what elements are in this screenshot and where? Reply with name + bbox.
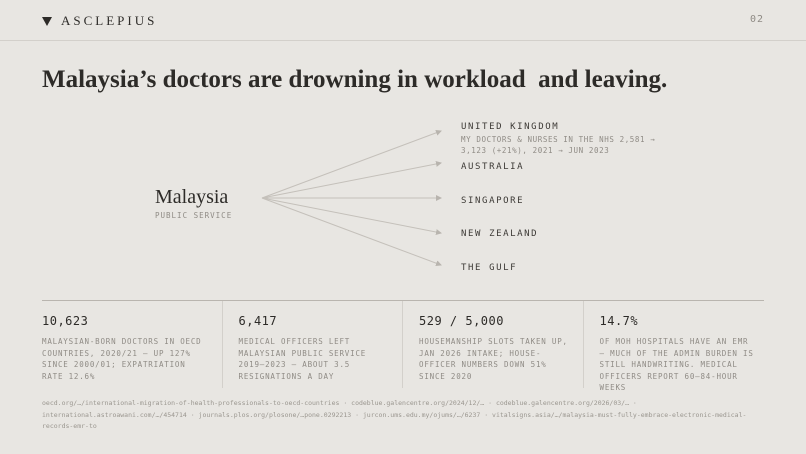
page-title: Malaysia’s doctors are drowning in workload and leaving. xyxy=(42,66,668,93)
arrow-united-kingdom xyxy=(262,131,441,198)
destination-singapore: SINGAPORE xyxy=(461,196,525,206)
stat-value: 14.7% xyxy=(599,314,639,328)
stat-description: HOUSEMANSHIP SLOTS TAKEN UP, JAN 2026 INTAKE; HOUSE-OFFICER NUMBERS DOWN 51% SINCE 2020 xyxy=(419,337,568,381)
stat-oecd-doctors xyxy=(42,301,223,388)
page-number: 02 xyxy=(749,14,764,25)
stat-description: MEDICAL OFFICERS LEFT MALAYSIAN PUBLIC SERVICE 2019–2023 — ABOUT 3.5 RESIGNATIONS A DAY xyxy=(238,337,367,381)
destination-united-kingdom: UNITED KINGDOM xyxy=(461,122,560,132)
origin-subtitle: PUBLIC SERVICE xyxy=(155,211,233,220)
sources-footnote: oecd.org/…/international-migration-of-health-professionals-to-oecd-countries · codeblue.galencentre.org/2024/12/… · codeblue.galencentre.org/2026/03/… · international.astroawani.com/…/454714 · journals.plos.org/plosone/…pone.0292213 · jurcon.ums.edu.my/ojums/…/6237 · vitalsigns.asia/…/malaysia-must-fully-embrace-electronic-medical-records-emr-to xyxy=(42,399,747,430)
arrow-new-zealand xyxy=(262,198,441,233)
arrow-the-gulf xyxy=(262,198,441,265)
stat-value: 10,623 xyxy=(42,314,89,328)
stat-description: MALAYSIAN-BORN DOCTORS IN OECD COUNTRIES, 2020/21 — UP 127% SINCE 2000/01; EXPATRIATION RATE 12.6% xyxy=(42,337,202,381)
stat-housemanship-slots xyxy=(403,301,584,388)
destination-new-zealand: NEW ZEALAND xyxy=(461,229,539,239)
stat-value: 6,417 xyxy=(238,314,278,328)
stat-emr-hospitals xyxy=(584,301,765,392)
arrow-australia xyxy=(262,163,441,198)
destination-united-kingdom-note: MY DOCTORS & NURSES IN THE NHS 2,581 → 3,123 (+21%), 2021 → JUN 2023 xyxy=(461,135,656,155)
stats-row xyxy=(42,300,764,392)
stat-value: 529 / 5,000 xyxy=(419,314,504,328)
destination-australia: AUSTRALIA xyxy=(461,162,525,172)
brand-name: ASCLEPIUS xyxy=(61,13,158,28)
destination-the-gulf: THE GULF xyxy=(461,263,518,273)
stat-officers-left xyxy=(223,301,404,388)
origin-name: Malaysia xyxy=(155,186,229,208)
stat-description: OF MOH HOSPITALS HAVE AN EMR — MUCH OF THE ADMIN BURDEN IS STILL HANDWRITING. MEDICAL OFFICERS REPORT 60–84-HOUR WEEKS xyxy=(599,337,754,392)
